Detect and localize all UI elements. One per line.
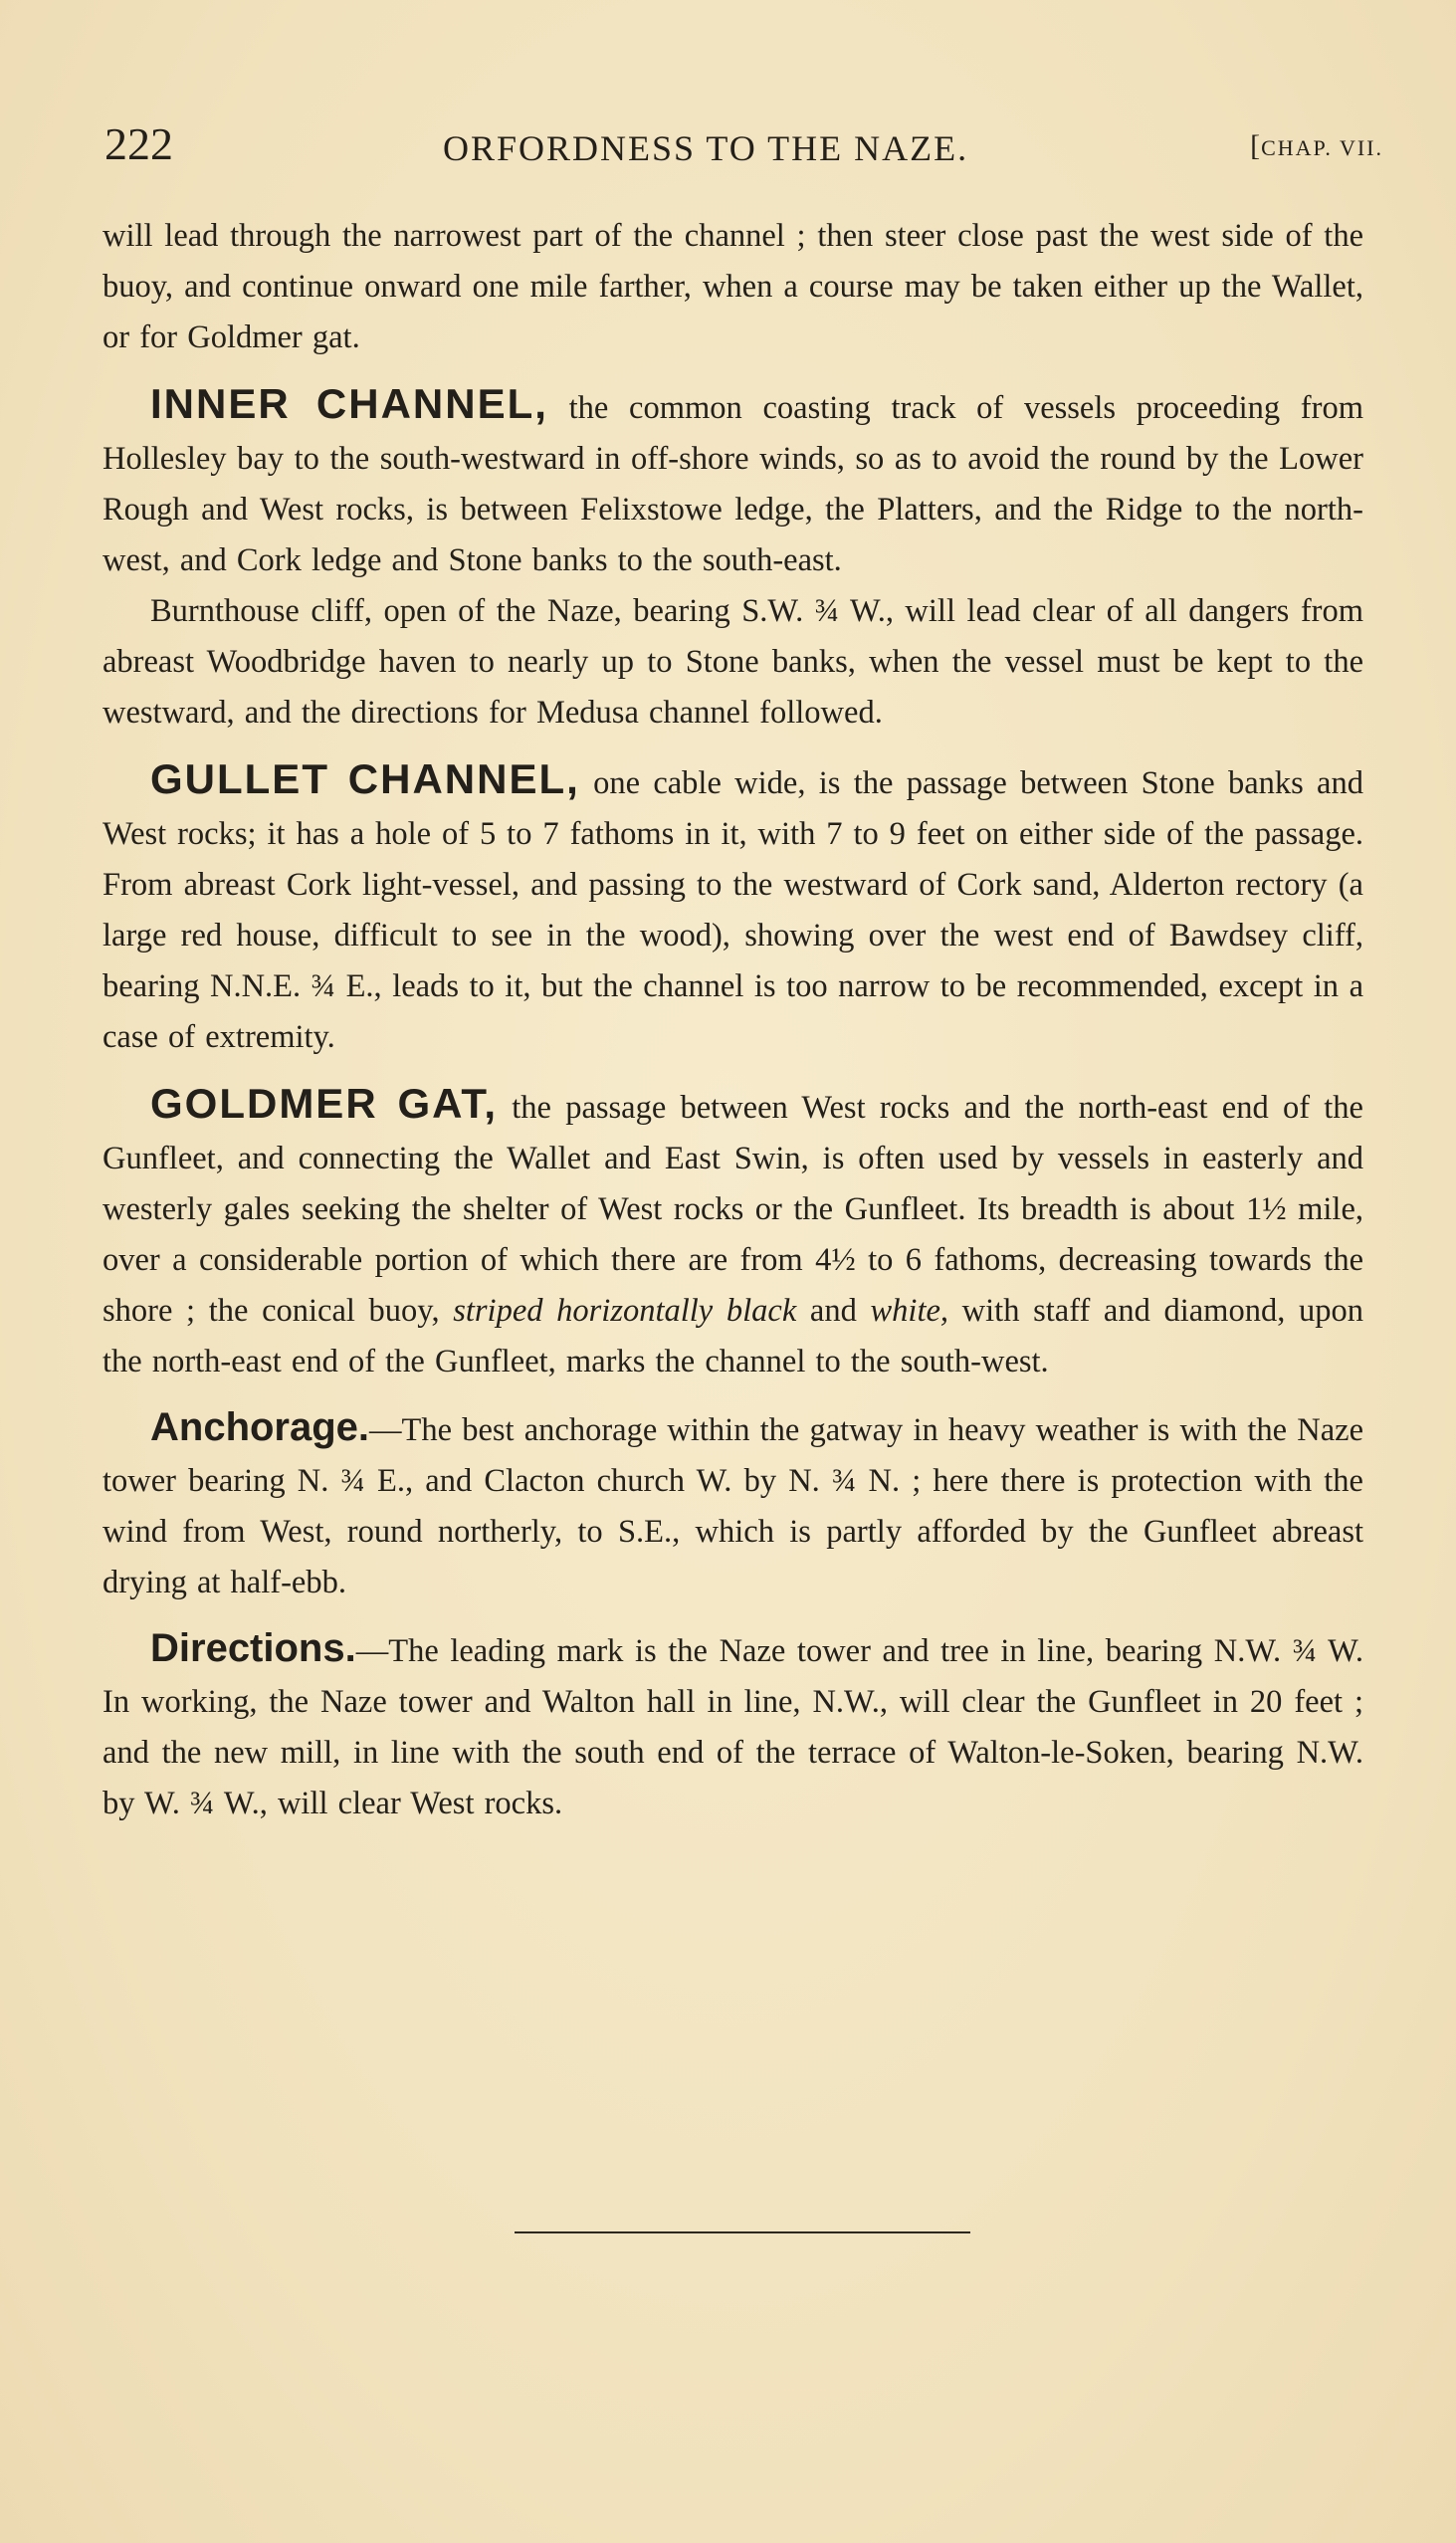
page-number: 222 — [104, 118, 173, 169]
section-heading-directions: Directions. — [150, 1626, 356, 1670]
paragraph-anchorage — [103, 1402, 1363, 1608]
paragraph-gullet-channel — [103, 753, 1363, 1063]
goldmer-text-2: with staff and diamond, upon the north-east end of the Gunfleet, marks the channel to the south-west. — [103, 1293, 1363, 1379]
goldmer-italic-1: striped horizontally black — [453, 1293, 797, 1329]
goldmer-and: and — [796, 1293, 871, 1329]
gullet-channel-text: one cable wide, is the passage between Stone banks and West rocks; it has a hole of 5 to 7 fathoms in it, with 7 to 9 feet on either side of the passage. From abreast Cork light-vessel, and passing to the westward of Cork sand, Alderton rectory (a large red house, difficult to see in the wood), showing over the west end of Bawdsey cliff, bearing N.N.E. ¾ E., leads to it, but the channel is too narrow to be recommended, except in a case of extremity. — [103, 765, 1363, 1055]
section-heading-anchorage: Anchorage. — [150, 1405, 370, 1449]
chapter-reference — [1250, 129, 1383, 163]
main-text — [103, 211, 1363, 1829]
inner-channel-text: the common coasting track of vessels proceeding from Hollesley bay to the south-westward in off-shore winds, so as to avoid the round by the Lower Rough and West rocks, is between Felixstowe ledge, the Platters, and the Ridge to the north-west, and Cork ledge and Stone banks to the south-east. — [103, 390, 1363, 578]
section-heading-gullet-channel: GULLET CHANNEL, — [150, 755, 580, 802]
paragraph-inner-channel — [103, 378, 1363, 586]
paragraph-continuation: will lead through the narrowest part of the channel ; then steer close past the west side of the buoy, and continue onward one mile farther, when a course may be taken either up the Wallet, or for Goldmer gat. — [103, 218, 1363, 355]
chapter-label: CHAP. VII. — [1261, 135, 1383, 160]
paragraph-goldmer-gat — [103, 1078, 1363, 1387]
anchorage-text: —The best anchorage within the gatway in heavy weather is with the Naze tower bearing N. ¾ E., and Clacton church W. by N. ¾ N. ; here there is protection with the wind from West, round northerly, to S.E., which is partly afforded by the Gunfleet abreast drying at half-ebb. — [103, 1412, 1363, 1600]
running-title: ORFORDNESS TO THE NAZE. — [443, 128, 969, 168]
directions-text: —The leading mark is the Naze tower and tree in line, bearing N.W. ¾ W. In working, the Naze tower and Walton hall in line, N.W., will clear the Gunfleet in 20 feet ; and the new mill, in line with the south end of the terrace of Walton-le-Soken, bearing N.W. by W. ¾ W., will clear West rocks. — [103, 1633, 1363, 1821]
chapter-bracket: [ — [1250, 129, 1262, 162]
goldmer-text-1: the passage between West rocks and the north-east end of the Gunfleet, and connecting the Wallet and East Swin, is often used by vessels in easterly and westerly gales seeking the shelter of West rocks or the Gunfleet. Its breadth is about 1½ mile, over a considerable portion of which there are from 4½ to 6 fathoms, decreasing towards the shore ; the conical buoy, — [103, 1090, 1363, 1329]
end-rule — [515, 2231, 970, 2233]
goldmer-italic-2: white, — [870, 1293, 949, 1329]
running-header — [104, 117, 1383, 177]
section-heading-goldmer-gat: GOLDMER GAT, — [150, 1080, 498, 1127]
paragraph-directions — [103, 1623, 1363, 1829]
section-heading-inner-channel: INNER CHANNEL, — [150, 380, 548, 427]
paragraph-burnthouse: Burnthouse cliff, open of the Naze, bearing S.W. ¾ W., will lead clear of all dangers from abreast Woodbridge haven to nearly up to Stone banks, when the vessel must be kept to the westward, and the directions for Medusa channel followed. — [103, 593, 1363, 731]
